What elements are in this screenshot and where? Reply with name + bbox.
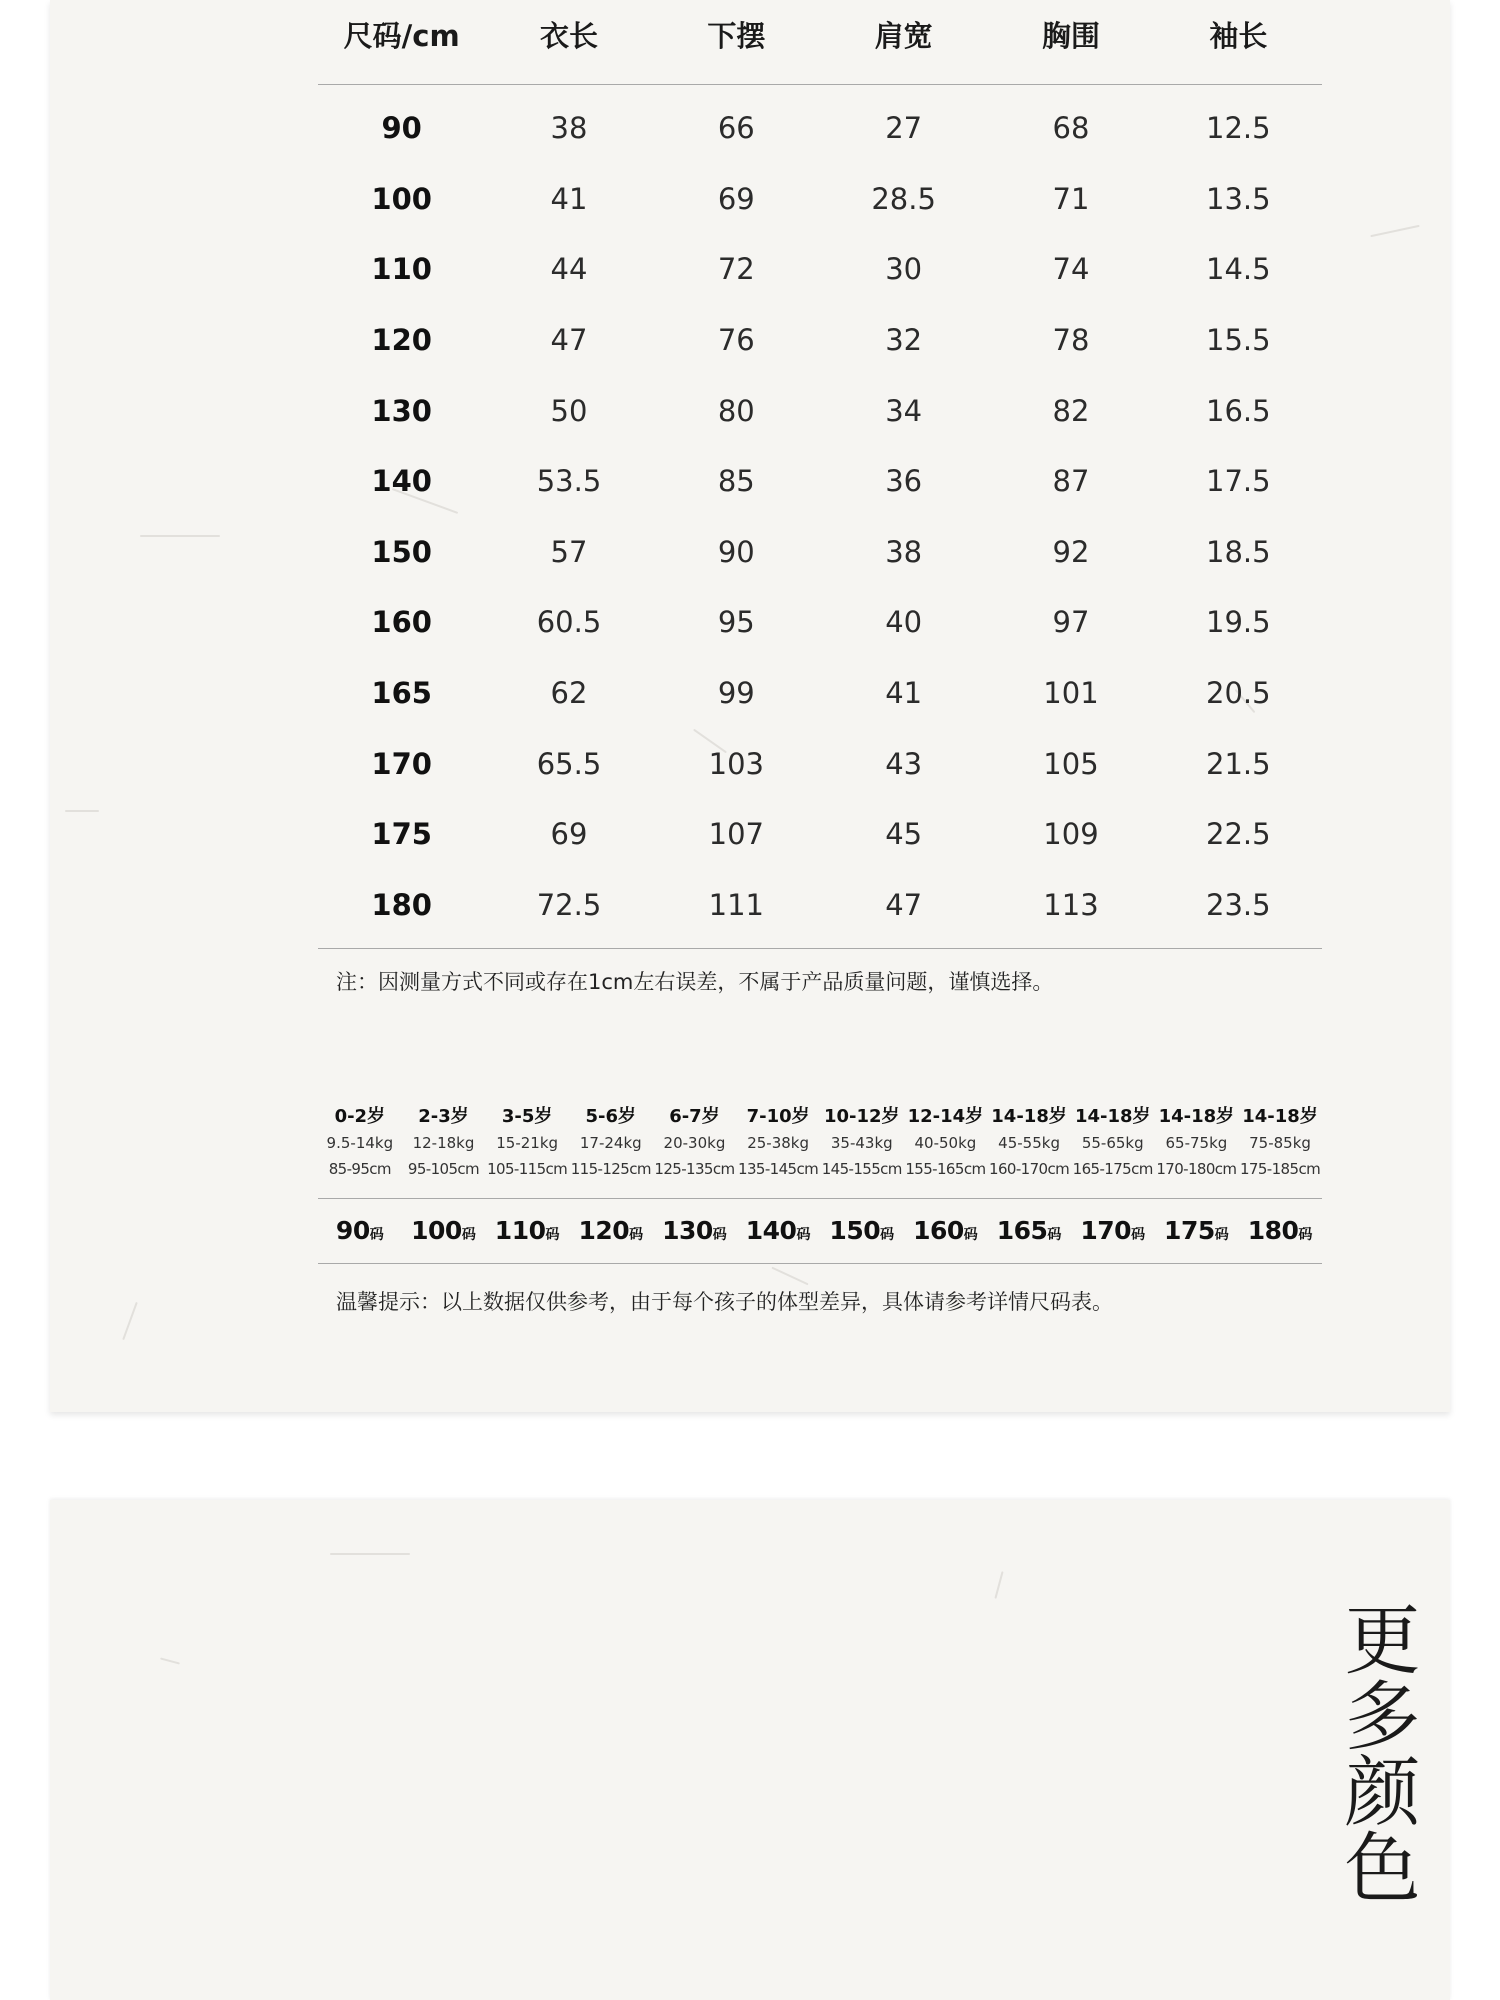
weight-label: 9.5-14kg <box>326 1134 394 1152</box>
height-label: 135-145cm <box>738 1160 819 1178</box>
size-code-unit: 码 <box>461 1227 476 1243</box>
size-code-number: 130 <box>662 1216 713 1245</box>
size-cell: 150 <box>371 534 432 569</box>
measure-cell: 28.5 <box>871 181 936 216</box>
size-cell: 165 <box>371 676 432 711</box>
size-code-unit: 码 <box>796 1227 811 1243</box>
measure-cell: 20.5 <box>1206 676 1271 711</box>
more-colors-card <box>50 1500 1450 2000</box>
header-shoulder: 肩宽 <box>820 0 987 85</box>
measure-cell: 66 <box>717 111 755 146</box>
age-label: 2-3岁 <box>418 1106 469 1127</box>
measure-cell: 38 <box>885 534 923 569</box>
measure-cell: 22.5 <box>1206 817 1271 852</box>
measure-cell: 69 <box>717 181 755 216</box>
measure-cell: 111 <box>653 870 820 949</box>
table-row <box>318 375 1322 446</box>
weight-label: 12-18kg <box>412 1134 475 1152</box>
measure-cell: 12.5 <box>1206 111 1271 146</box>
age-guide-item <box>1071 1104 1155 1182</box>
age-guide-item <box>402 1104 486 1182</box>
age-label: 7-10岁 <box>746 1106 810 1127</box>
measure-cell: 53.5 <box>536 464 602 499</box>
paper-fiber <box>122 1302 138 1340</box>
measure-cell: 72.5 <box>485 870 652 949</box>
measure-cell: 57 <box>550 534 588 569</box>
size-code-unit: 码 <box>712 1227 727 1243</box>
divider <box>318 1198 1322 1199</box>
measure-cell: 87 <box>1052 464 1090 499</box>
measure-cell: 109 <box>1043 817 1099 852</box>
measure-cell: 17.5 <box>1206 464 1271 499</box>
size-code-unit: 码 <box>369 1227 384 1243</box>
height-label: 175-185cm <box>1239 1160 1321 1178</box>
paper-fiber <box>771 1267 808 1286</box>
header-hem: 下摆 <box>653 0 820 85</box>
measure-cell: 90 <box>717 534 755 569</box>
size-code-unit: 码 <box>545 1227 560 1243</box>
table-row <box>318 446 1322 517</box>
size-code-unit: 码 <box>1214 1227 1229 1243</box>
size-code <box>485 1210 569 1256</box>
measure-cell: 47 <box>820 870 987 949</box>
measure-cell: 50 <box>550 393 588 428</box>
measure-cell: 15.5 <box>1206 323 1271 358</box>
size-code-unit: 码 <box>963 1227 978 1243</box>
size-code-number: 120 <box>578 1216 630 1245</box>
age-guide-item <box>820 1104 904 1182</box>
size-code-unit: 码 <box>629 1227 644 1243</box>
weight-label: 55-65kg <box>1081 1134 1144 1152</box>
weight-label: 25-38kg <box>747 1134 809 1152</box>
measure-cell: 21.5 <box>1206 746 1271 781</box>
age-label: 3-5岁 <box>501 1106 553 1127</box>
paper-fiber <box>65 810 99 812</box>
measure-cell: 16.5 <box>1206 393 1271 428</box>
table-row <box>318 728 1322 799</box>
size-code-number: 165 <box>996 1216 1048 1245</box>
table-row <box>318 587 1322 658</box>
measure-cell: 113 <box>987 870 1154 949</box>
size-code-unit: 码 <box>1298 1227 1313 1243</box>
size-cell: 110 <box>371 252 432 287</box>
measure-cell: 43 <box>885 746 923 781</box>
size-code <box>318 1210 402 1256</box>
measure-cell: 65.5 <box>536 746 602 781</box>
table-row <box>318 85 1322 164</box>
size-code-number: 100 <box>411 1216 462 1245</box>
paper-fiber <box>994 1571 1003 1599</box>
age-label: 12-14岁 <box>907 1106 984 1127</box>
measure-cell: 41 <box>885 676 923 711</box>
measure-cell: 85 <box>717 464 755 499</box>
size-code <box>1155 1210 1239 1256</box>
size-table <box>318 0 1322 949</box>
height-label: 85-95cm <box>328 1160 391 1178</box>
measure-cell: 74 <box>1052 252 1090 287</box>
measure-cell: 72 <box>717 252 755 287</box>
weight-label: 17-24kg <box>579 1134 642 1152</box>
measure-cell: 32 <box>885 323 923 358</box>
measure-cell: 40 <box>885 605 923 640</box>
age-label: 14-18岁 <box>1158 1106 1235 1127</box>
size-code-number: 175 <box>1164 1216 1215 1245</box>
size-cell: 170 <box>371 746 432 781</box>
measure-cell: 62 <box>550 676 588 711</box>
divider <box>318 1263 1322 1264</box>
measure-cell: 92 <box>1052 534 1090 569</box>
measure-cell: 19.5 <box>1206 605 1271 640</box>
age-guide-grid <box>318 1104 1322 1182</box>
age-guide-item <box>569 1104 653 1182</box>
size-code-number: 90 <box>335 1216 370 1245</box>
height-label: 160-170cm <box>989 1160 1070 1178</box>
weight-label: 65-75kg <box>1165 1134 1228 1152</box>
size-code-number: 180 <box>1247 1216 1299 1245</box>
size-code <box>569 1210 653 1256</box>
size-code-unit: 码 <box>880 1227 895 1243</box>
header-sleeve: 袖长 <box>1155 0 1322 85</box>
measure-cell: 34 <box>885 393 923 428</box>
measure-cell: 76 <box>717 323 755 358</box>
weight-label: 45-55kg <box>998 1134 1060 1152</box>
measure-cell: 82 <box>1052 393 1090 428</box>
size-cell: 160 <box>371 605 432 640</box>
measure-cell: 14.5 <box>1206 252 1271 287</box>
measure-cell: 103 <box>708 746 764 781</box>
measure-cell: 68 <box>1052 111 1090 146</box>
height-label: 125-135cm <box>654 1160 735 1178</box>
size-code-unit: 码 <box>1047 1227 1062 1243</box>
measure-cell: 44 <box>550 252 588 287</box>
size-cell: 175 <box>371 817 432 852</box>
measure-cell: 47 <box>550 323 588 358</box>
table-row <box>318 234 1322 305</box>
size-cell: 100 <box>371 181 432 216</box>
size-code-number: 140 <box>745 1216 797 1245</box>
height-label: 105-115cm <box>487 1160 568 1178</box>
size-cell: 130 <box>371 393 432 428</box>
header-size: 尺码/cm <box>318 0 485 85</box>
measure-cell: 80 <box>717 393 755 428</box>
table-row <box>318 870 1322 949</box>
weight-label: 75-85kg <box>1249 1134 1311 1152</box>
age-guide-item <box>1238 1104 1322 1182</box>
age-label: 10-12岁 <box>823 1106 900 1127</box>
age-guide-item <box>736 1104 820 1182</box>
measure-cell: 45 <box>885 817 923 852</box>
measure-cell: 99 <box>717 676 755 711</box>
size-cell: 140 <box>371 464 432 499</box>
size-cell: 120 <box>371 323 432 358</box>
table-row <box>318 305 1322 376</box>
measure-cell: 101 <box>1043 676 1099 711</box>
size-code-unit: 码 <box>1131 1227 1146 1243</box>
size-code <box>736 1210 820 1256</box>
weight-label: 15-21kg <box>496 1134 559 1152</box>
size-code-number: 150 <box>829 1216 881 1245</box>
paper-fiber <box>330 1553 410 1555</box>
measure-cell: 71 <box>1052 181 1090 216</box>
age-guide-item <box>1155 1104 1239 1182</box>
size-code <box>987 1210 1071 1256</box>
height-label: 170-180cm <box>1156 1160 1237 1178</box>
table-row <box>318 517 1322 588</box>
height-label: 115-125cm <box>570 1160 651 1178</box>
paper-fiber <box>1370 225 1419 237</box>
table-row <box>318 164 1322 235</box>
height-label: 145-155cm <box>821 1160 902 1178</box>
age-guide-item <box>485 1104 569 1182</box>
header-length: 衣长 <box>485 0 652 85</box>
height-label: 155-165cm <box>905 1160 986 1178</box>
size-code <box>820 1210 904 1256</box>
header-chest: 胸围 <box>987 0 1154 85</box>
measure-cell: 105 <box>1043 746 1099 781</box>
age-guide-item <box>904 1104 988 1182</box>
size-code <box>653 1210 737 1256</box>
measure-cell: 36 <box>885 464 923 499</box>
size-cell: 90 <box>381 111 422 146</box>
measure-cell: 18.5 <box>1206 534 1271 569</box>
more-colors-title: 更多颜色 <box>1332 1600 1421 1904</box>
size-cell: 180 <box>318 870 485 949</box>
size-code-number: 110 <box>494 1216 546 1245</box>
table-row <box>318 799 1322 870</box>
measure-cell: 107 <box>708 817 764 852</box>
height-label: 95-105cm <box>407 1160 480 1178</box>
age-guide-item <box>318 1104 402 1182</box>
table-row <box>318 658 1322 729</box>
measure-cell: 41 <box>550 181 588 216</box>
age-label: 6-7岁 <box>669 1106 720 1127</box>
measure-cell: 78 <box>1052 323 1090 358</box>
age-guide-item <box>653 1104 737 1182</box>
weight-label: 40-50kg <box>914 1134 977 1152</box>
size-code-number: 170 <box>1080 1216 1132 1245</box>
age-label: 5-6岁 <box>585 1106 637 1127</box>
paper-fiber <box>160 1657 180 1664</box>
size-code-number: 160 <box>913 1216 964 1245</box>
measure-cell: 23.5 <box>1155 870 1322 949</box>
paper-fiber <box>140 535 220 537</box>
age-guide-item <box>987 1104 1071 1182</box>
age-label: 14-18岁 <box>991 1106 1067 1127</box>
age-label: 14-18岁 <box>1074 1106 1151 1127</box>
measurement-note: 注：因测量方式不同或存在1cm左右误差，不属于产品质量问题，谨慎选择。 <box>336 970 1054 994</box>
size-table-header <box>318 0 1322 85</box>
measure-cell: 69 <box>550 817 588 852</box>
size-code <box>1071 1210 1155 1256</box>
weight-label: 20-30kg <box>663 1134 726 1152</box>
measure-cell: 95 <box>717 605 755 640</box>
measure-cell: 60.5 <box>536 605 602 640</box>
weight-label: 35-43kg <box>830 1134 893 1152</box>
measure-cell: 30 <box>885 252 923 287</box>
size-code <box>402 1210 486 1256</box>
measure-cell: 97 <box>1052 605 1090 640</box>
warm-tip: 温馨提示：以上数据仅供参考，由于每个孩子的体型差异，具体请参考详情尺码表。 <box>336 1290 1113 1314</box>
size-chart-card <box>50 0 1450 1412</box>
height-label: 165-175cm <box>1072 1160 1153 1178</box>
age-label: 14-18岁 <box>1242 1106 1318 1127</box>
measure-cell: 38 <box>550 111 588 146</box>
size-code-row <box>318 1210 1322 1256</box>
measure-cell: 13.5 <box>1206 181 1271 216</box>
size-code <box>904 1210 988 1256</box>
measure-cell: 27 <box>885 111 923 146</box>
size-code <box>1238 1210 1322 1256</box>
age-label: 0-2岁 <box>334 1106 386 1127</box>
